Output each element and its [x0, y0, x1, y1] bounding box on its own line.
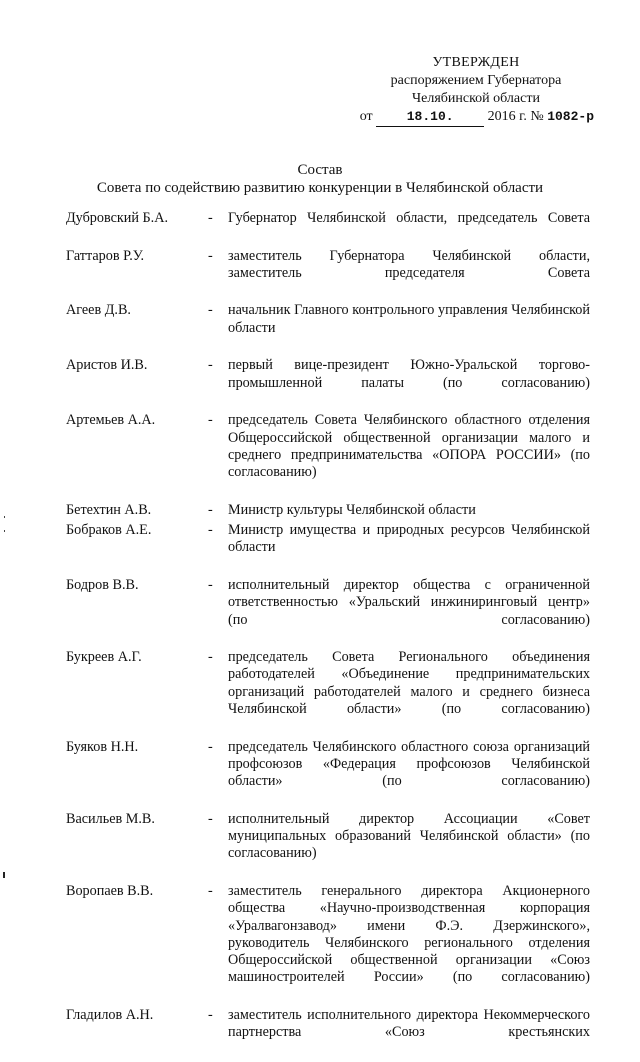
member-row — [66, 522, 590, 574]
member-name: Гаттаров Р.У. — [66, 247, 145, 264]
member-name: Бодров В.В. — [66, 576, 139, 593]
member-role: исполнительный директор Ассоциации «Совет муниципальных образований Челябинской области» (по согласованию) — [228, 810, 590, 862]
scan-speck — [4, 530, 5, 532]
member-row — [66, 412, 590, 498]
member-row — [66, 811, 590, 880]
member-name: Бетехтин А.В. — [66, 501, 152, 518]
member-row — [66, 302, 590, 354]
member-role: заместитель Губернатора Челябинской области, заместитель председателя Совета — [228, 247, 590, 281]
date-year: 2016 г. № — [487, 109, 544, 124]
member-role: председатель Совета Регионального объединения работодателей «Объединение предпринимательских организаций работодателей малого и среднего бизнеса Челябинской области» (по согласованию) — [228, 649, 590, 718]
member-row — [66, 248, 590, 300]
title-line-2: Совета по содействию развитию конкуренции в Челябинской области — [96, 180, 544, 196]
member-dash: - — [208, 738, 213, 755]
handwritten-number: 1082-р — [547, 109, 594, 124]
approval-stamp: УТВЕРЖДЕН — [432, 55, 520, 70]
member-name: Воропаев В.В. — [66, 882, 154, 899]
member-name: Бобраков А.Е. — [66, 522, 152, 539]
member-name: Гладилов А.Н. — [66, 1007, 154, 1024]
member-row — [66, 739, 590, 808]
document-title — [0, 161, 640, 197]
member-role: Министр имущества и природных ресурсов Челябинской области — [228, 522, 590, 556]
member-dash: - — [208, 412, 213, 429]
member-row — [66, 1007, 590, 1059]
member-role: начальник Главного контрольного управления Челябинской области — [228, 302, 590, 336]
member-dash: - — [208, 357, 213, 374]
approval-line-1: распоряжением Губернатора — [390, 73, 562, 88]
member-dash: - — [208, 247, 213, 264]
handwritten-date: 18.10. — [376, 108, 484, 127]
member-role: заместитель исполнительного директора Некоммерческого партнерства «Союз крестьянских — [228, 1007, 590, 1041]
approval-block — [358, 54, 594, 127]
member-role: Министр культуры Челябинской области — [228, 501, 476, 518]
approval-line-2: Челябинской области — [412, 91, 540, 106]
member-name: Агеев Д.В. — [66, 302, 131, 319]
member-role: заместитель генерального директора Акционерного общества «Научно-производственная корпорация «Уралвагонзавод» имени Ф.Э. Дзержинского», руководитель Челябинского регионального отделения Общероссийской общественной организации «Союз машиностроителей России» (по согласованию) — [228, 882, 590, 986]
scan-speck — [4, 516, 5, 518]
member-row — [66, 210, 590, 245]
member-role: председатель Челябинского областного союза организаций профсоюзов «Федерация профсоюзов Челябинской области» (по согласованию) — [228, 738, 590, 790]
member-row — [66, 883, 590, 1004]
scan-speck — [3, 872, 5, 878]
member-name: Васильев М.В. — [66, 810, 155, 827]
member-dash: - — [208, 501, 213, 518]
member-row — [66, 357, 590, 409]
date-prefix: от — [359, 109, 373, 124]
member-role: Губернатор Челябинской области, председатель Совета — [228, 210, 590, 226]
member-dash: - — [208, 210, 213, 226]
member-dash: - — [208, 810, 213, 827]
member-dash: - — [208, 1007, 213, 1024]
member-row — [66, 649, 590, 735]
member-dash: - — [208, 576, 213, 593]
member-dash: - — [208, 302, 213, 319]
member-dash: - — [208, 882, 213, 899]
title-line-1: Состав — [297, 162, 343, 178]
member-dash: - — [208, 649, 213, 666]
member-name: Буяков Н.Н. — [66, 738, 139, 755]
member-name: Артемьев А.А. — [66, 412, 156, 429]
member-row — [66, 502, 590, 519]
member-role: первый вице-президент Южно-Уральской торгово-промышленной палаты (по согласованию) — [228, 357, 590, 391]
member-name: Дубровский Б.А. — [66, 210, 169, 226]
approval-date-line — [318, 108, 594, 127]
member-role: председатель Совета Челябинского областного отделения Общероссийской общественной организации малого и среднего предпринимательства «ОПОРА РОССИИ» (по согласованию) — [228, 412, 590, 481]
member-name: Букреев А.Г. — [66, 649, 142, 666]
member-dash: - — [208, 522, 213, 539]
member-row — [66, 577, 590, 646]
member-role: исполнительный директор общества с ограниченной ответственностью «Уральский инжиниринговый центр» (по согласованию) — [228, 576, 590, 628]
member-name: Аристов И.В. — [66, 357, 148, 374]
members-list — [66, 210, 590, 1062]
